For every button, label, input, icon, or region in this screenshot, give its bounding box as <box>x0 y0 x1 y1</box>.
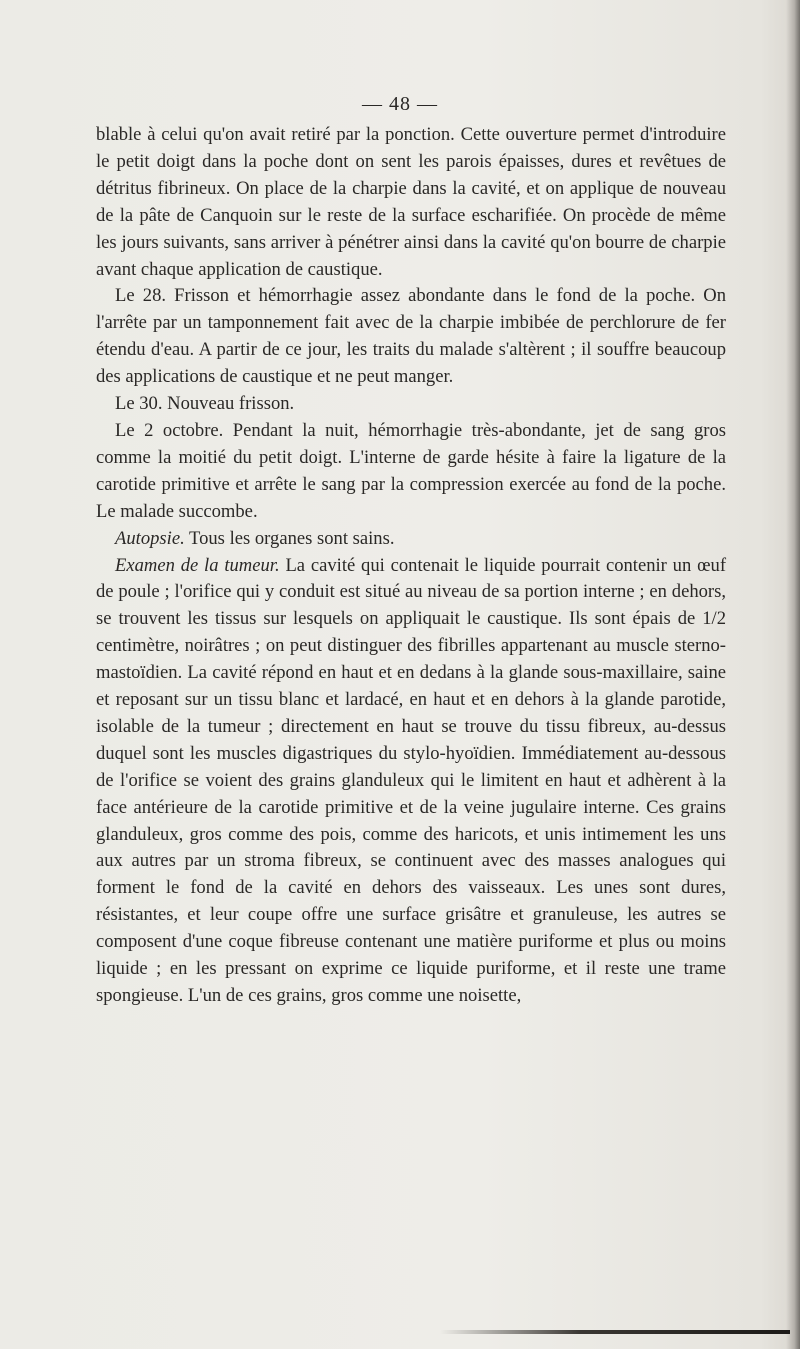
paragraph-autopsy <box>96 526 726 553</box>
paragraph-4-text: Le 2 octobre. Pendant la nuit, hémorrhagie très-abondante, jet de sang gros comme la moitié du petit doigt. L'interne de garde hésite à faire la ligature de la carotide primitive et arrête le sang par la compression exercée au fond de la poche. Le malade succombe. <box>96 419 726 522</box>
page-number: — 48 — <box>362 93 438 115</box>
paragraph-1 <box>96 122 726 283</box>
paragraph-3-text: Le 30. Nouveau frisson. <box>115 393 295 415</box>
autopsy-label: Autopsie. <box>115 527 185 549</box>
tumor-exam-text: La cavité qui contenait le liquide pourrait contenir un œuf de poule ; l'orifice qui y conduit est situé au niveau de sa portion interne ; en dehors, se trouvent les tissus sur lesquels on appliquait le caustique. Ils sont épais de 1/2 centimètre, noirâtres ; on peut distinguer des fibrilles appartenant au muscle sterno-mastoïdien. La cavité répond en haut et en dedans à la glande sous-maxillaire, saine et reposant sur un tissu blanc et lardacé, en haut et en dehors à la glande parotide, isolable de la tumeur ; directement en haut se trouve du tissu fibreux, au-dessus duquel sont les muscles digastriques du stylo-hyoïdien. Immédiatement au-dessous de l'orifice se voient des grains glanduleux qui le limitent en haut et adhèrent à la face antérieure de la carotide primitive et de la veine jugulaire interne. Ces grains glanduleux, gros comme des pois, comme des haricots, et unis intimement les uns aux autres par un stroma fibreux, se continuent avec des masses analogues qui forment le fond de la cavité en dehors des vaisseaux. Les unes sont dures, résistantes, et leur coupe offre une surface grisâtre et granuleuse, les autres se composent d'une coque fibreuse contenant une matière puriforme et plus ou moins liquide ; en les pressant on exprime ce liquide puriforme, et il reste une trame spongieuse. L'un de ces grains, gros comme une noisette, <box>96 554 727 1006</box>
paragraph-2 <box>96 283 726 391</box>
autopsy-text: Tous les organes sont sains. <box>189 527 395 549</box>
paragraph-3 <box>96 391 726 418</box>
body-text <box>96 122 726 1010</box>
tumor-exam-label: Examen de la tumeur. <box>115 554 280 576</box>
paragraph-4 <box>96 418 726 526</box>
paragraph-1-text: blable à celui qu'on avait retiré par la ponction. Cette ouverture permet d'introduire le petit doigt dans la poche dont on sent les parois épaisses, dures et revêtues de détritus fibrineux. On place de la charpie dans la cavité, et on applique de nouveau de la pâte de Canquoin sur le reste de la surface escharifiée. On procède de même les jours suivants, sans arriver à pénétrer ainsi dans la cavité qu'on bourre de charpie avant chaque application de caustique. <box>96 124 726 280</box>
paragraph-tumor-exam <box>96 553 726 1010</box>
paragraph-2-text: Le 28. Frisson et hémorrhagie assez abondante dans le fond de la poche. On l'arrête par un tamponnement fait avec de la charpie imbibée de perchlorure de fer étendu d'eau. A partir de ce jour, les traits du malade s'altèrent ; il souffre beaucoup des applications de caustique et ne peut manger. <box>96 285 726 388</box>
page-bottom-rule <box>440 1330 790 1334</box>
page-edge-shadow <box>786 0 800 1349</box>
